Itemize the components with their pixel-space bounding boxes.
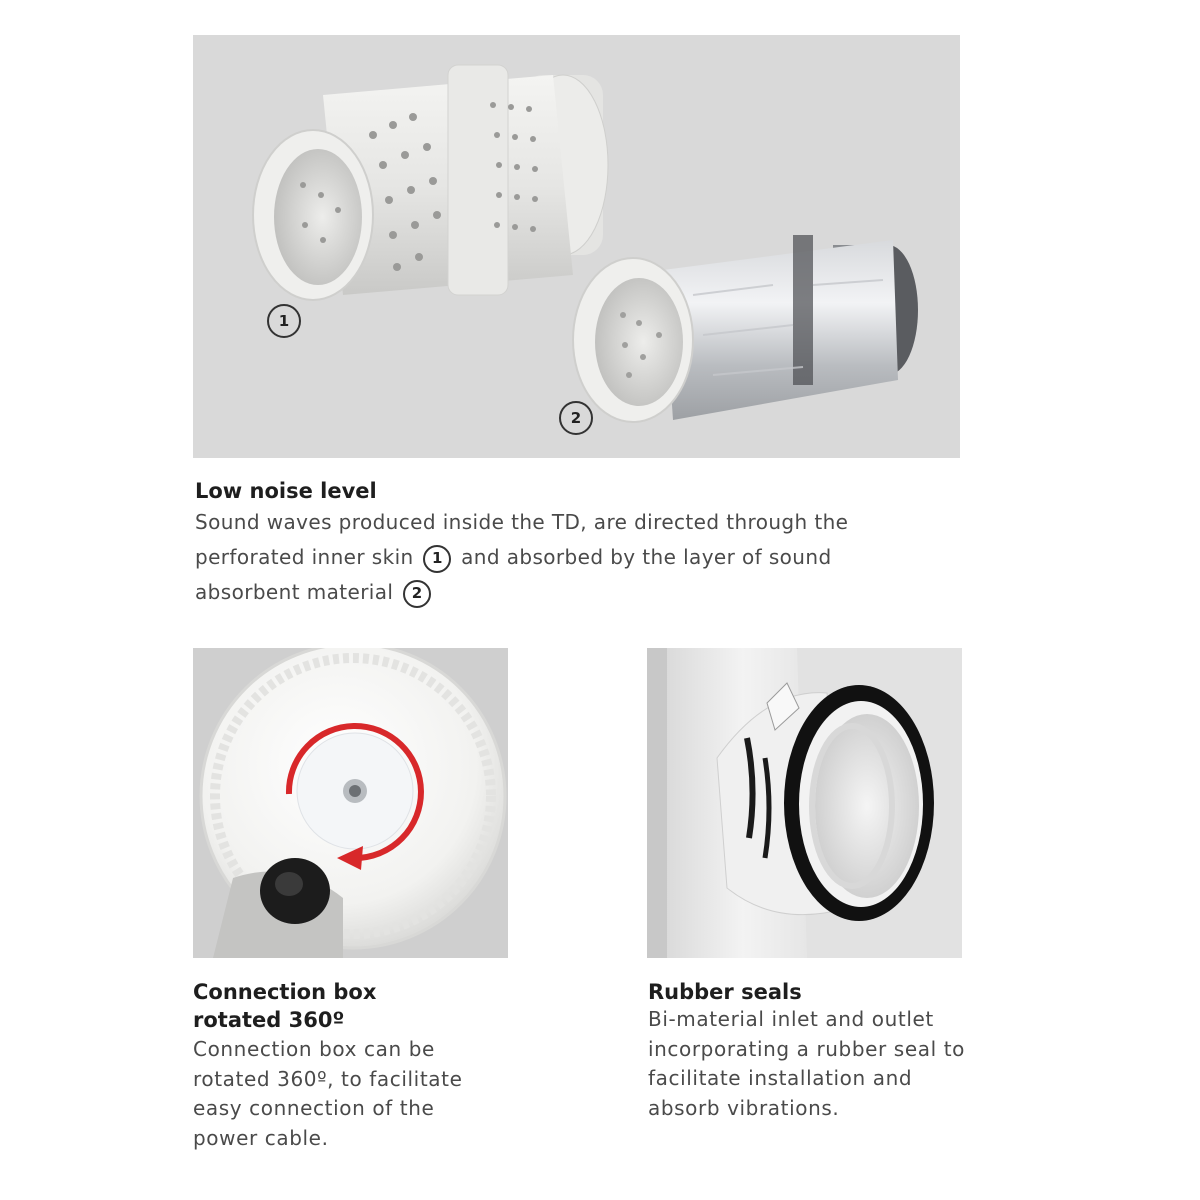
connection-box-description: Connection box can be rotated 360º, to facilitate easy connection of the power cable. (193, 1037, 463, 1150)
marker-2-inline-icon: 2 (403, 580, 431, 608)
low-noise-line-1: Sound waves produced inside the TD, are directed through the (195, 510, 849, 534)
low-noise-line-3: absorbent material 2 (195, 575, 915, 610)
low-noise-description (195, 505, 915, 610)
connection-box-title: Connection box rotated 360º (193, 980, 377, 1032)
connection-box-illustration (193, 648, 508, 958)
rubber-seals-description: Bi-material inlet and outlet incorporating a rubber seal to facilitate installation and absorb vibrations. (648, 1007, 965, 1120)
marker-1-inline-icon: 1 (423, 545, 451, 573)
rubber-seals-photo (647, 648, 962, 958)
perforated-inner-skin (253, 65, 608, 300)
low-noise-title: Low noise level (195, 479, 377, 503)
absorbent-material-duct (573, 235, 918, 422)
rubber-seal-illustration (647, 648, 962, 958)
duct-components-illustration (193, 35, 960, 458)
low-noise-line-2: perforated inner skin 1 and absorbed by the layer of sound (195, 540, 915, 575)
marker-1-icon: 1 (267, 304, 301, 338)
rubber-seals-title: Rubber seals (648, 980, 802, 1004)
marker-2-icon: 2 (559, 401, 593, 435)
low-noise-photo (193, 35, 960, 458)
connection-box-photo (193, 648, 508, 958)
